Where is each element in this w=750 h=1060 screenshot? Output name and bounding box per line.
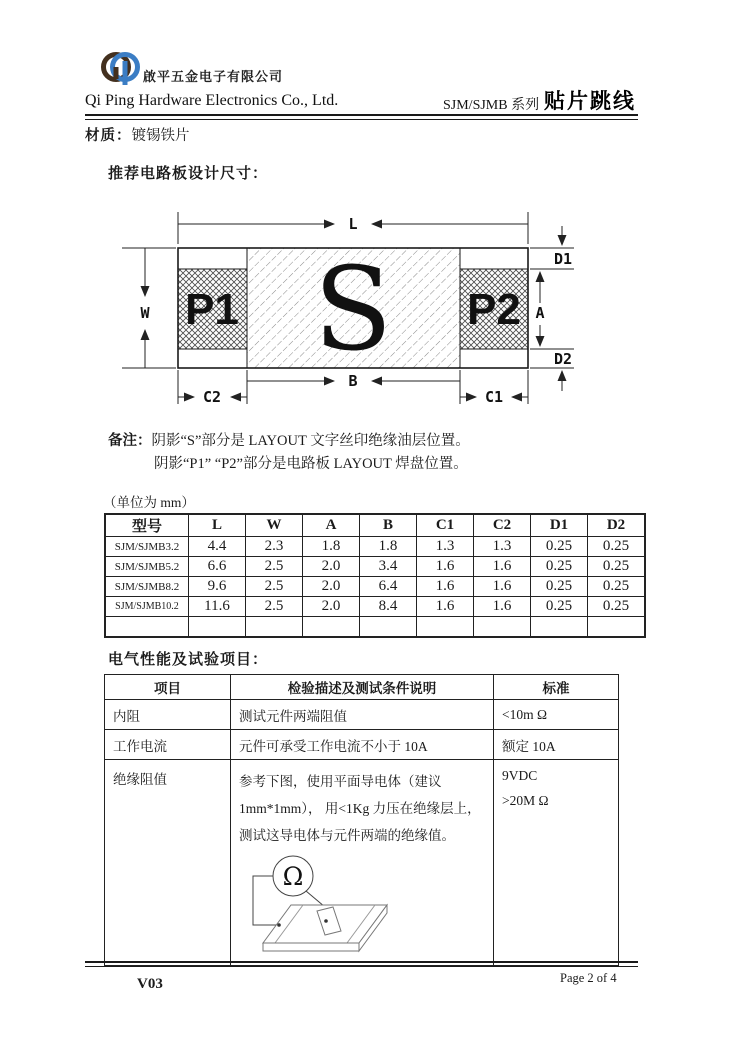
- dim-C2-label: C2: [202, 388, 222, 406]
- table-row: SJM/SJMB10.2 11.6 2.5 2.0 8.4 1.6 1.6 0.25 0.25: [105, 597, 645, 617]
- dim-C1-label: C1: [484, 388, 504, 406]
- company-name-en: Qi Ping Hardware Electronics Co., Ltd.: [85, 92, 339, 109]
- note-label: 备注：: [108, 433, 152, 449]
- dim-W-label: W: [140, 304, 150, 322]
- dim-D1-label: D1: [553, 250, 573, 268]
- probe-dot-plate: [324, 919, 328, 923]
- section-title-pcb-design: 推荐电路板设计尺寸：: [108, 166, 269, 182]
- pad2-label: P2: [467, 285, 521, 334]
- dim-B-label: B: [348, 372, 358, 390]
- page-number: Page 2 of 4: [560, 971, 617, 985]
- notes-block: [108, 430, 470, 476]
- table-row: SJM/SJMB3.2 4.4 2.3 1.8 1.8 1.3 1.3 0.25 0.25: [105, 537, 645, 557]
- header-rule: [85, 114, 638, 120]
- probe-dot-left: [277, 923, 281, 927]
- table-row: 绝缘阻值 参考下图，使用平面导电体（建议 1mm*1mm）， 用<1Kg 力压在绝缘层上，测试这导电体与元件两端的绝缘值。 Ω 9VDC >20M Ω: [105, 760, 619, 966]
- dim-D2-label: D2: [553, 350, 573, 368]
- material-value: 镀锡铁片: [131, 128, 190, 144]
- pcb-layout-diagram: [110, 198, 620, 413]
- pad1-label: P1: [185, 285, 239, 334]
- table-header-row: 型号 L W A B C1 C2 D1 D2: [105, 514, 645, 537]
- table-row: SJM/SJMB8.2 9.6 2.5 2.0 6.4 1.6 1.6 0.25 0.25: [105, 577, 645, 597]
- ohm-symbol: Ω: [282, 862, 304, 891]
- dimension-table: [104, 513, 646, 638]
- standard-line-1: 9VDC: [502, 768, 538, 783]
- dim-A-label: A: [535, 304, 545, 322]
- units-note: （单位为 mm）: [103, 495, 195, 510]
- ohmmeter-test-diagram: [245, 853, 421, 959]
- material-line: [85, 124, 190, 145]
- series-label: SJM/SJMB 系列: [443, 98, 540, 113]
- table-row: SJM/SJMB5.2 6.6 2.5 2.0 3.4 1.6 1.6 0.25 0.25: [105, 557, 645, 577]
- insulation-test-description: 参考下图，使用平面导电体（建议 1mm*1mm）， 用<1Kg 力压在绝缘层上，测试这导电体与元件两端的绝缘值。: [239, 774, 481, 843]
- table-row: 工作电流 元件可承受工作电流不小于 10A 额定 10A: [105, 730, 619, 760]
- electrical-table: [104, 674, 619, 966]
- silkscreen-area-label: S: [313, 243, 393, 377]
- note-line-2: 阴影“P1” “P2”部分是电路板 LAYOUT 焊盘位置。: [154, 456, 468, 472]
- note-line-1: 备注：阴影“S”部分是 LAYOUT 文字丝印绝缘油层位置。: [108, 433, 470, 449]
- standard-line-2: >20M Ω: [502, 793, 549, 808]
- company-name-cn: 啟平五金电子有限公司: [143, 69, 284, 84]
- section-title-electrical: 电气性能及试验项目：: [108, 652, 269, 668]
- footer-rule: [85, 961, 638, 967]
- company-logo-icon: [99, 47, 143, 91]
- table-header-row: 项目 检验描述及测试条件说明 标准: [105, 675, 619, 700]
- table-row: 内阻 测试元件两端阻值 <10m Ω: [105, 700, 619, 730]
- table-empty-row: [105, 617, 645, 638]
- material-label: 材质：: [85, 128, 132, 144]
- product-title: 贴片跳线: [544, 89, 636, 113]
- dim-L-label: L: [348, 215, 358, 233]
- version-label: V03: [137, 976, 163, 992]
